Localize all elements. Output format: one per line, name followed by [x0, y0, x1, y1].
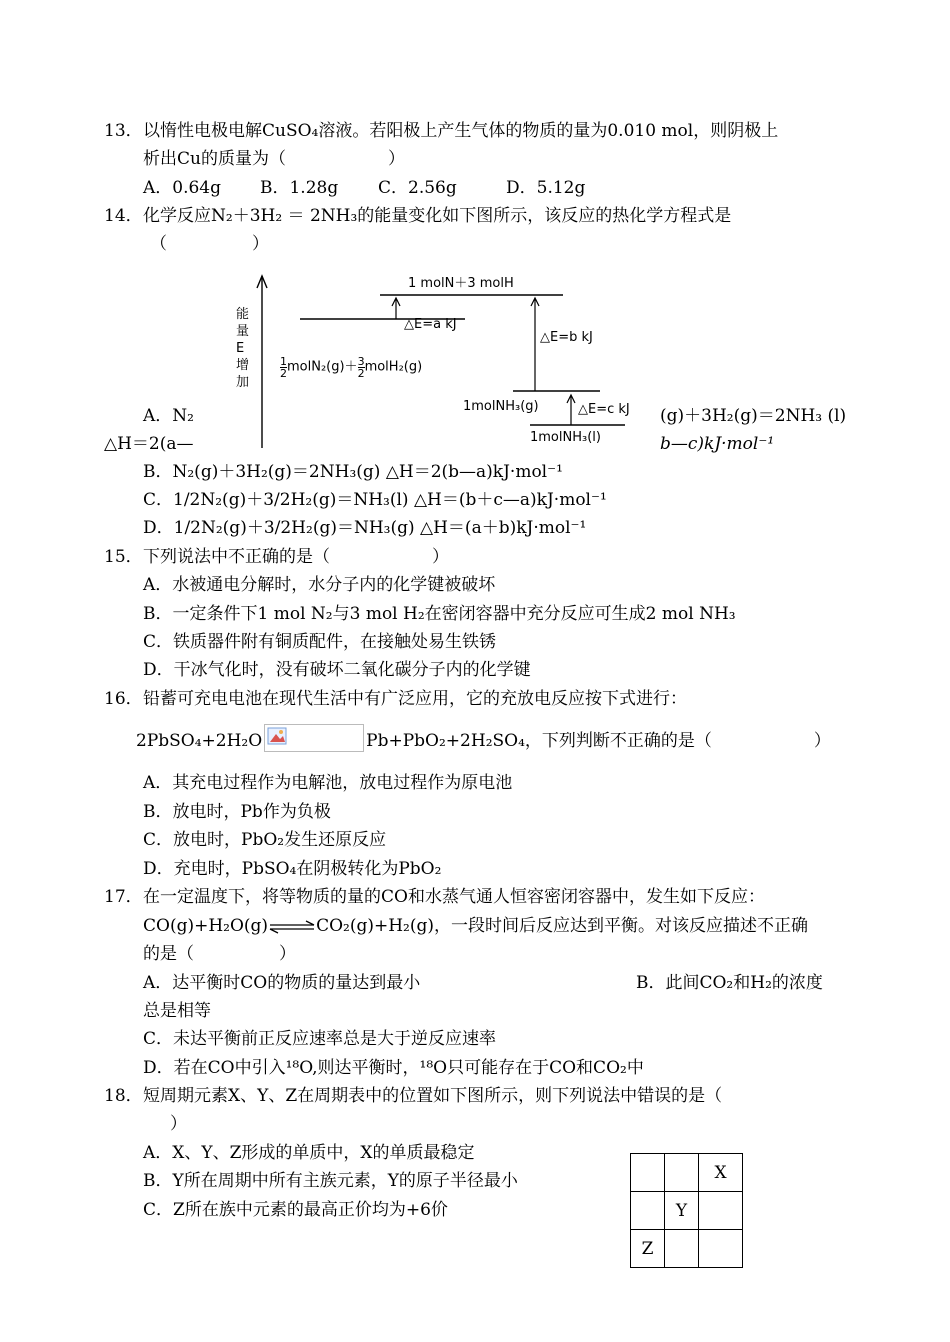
- q16-equation: [136, 724, 831, 752]
- energy-diagram: [230, 268, 650, 452]
- q16-option-b: B．放电时，Pb作为负极: [143, 802, 331, 822]
- q15-option-b: B．一定条件下1 mol N₂与3 mol H₂在密闭容器中充分反应可生成2 mol NH₃: [143, 604, 736, 624]
- q17-stem-line3: 的是（ ）: [143, 944, 296, 964]
- q14-stem-line1: 化学反应N₂＋3H₂ ＝ 2NH₃的能量变化如下图所示，该反应的热化学方程式是: [143, 206, 732, 226]
- table-cell: [665, 1154, 699, 1192]
- broken-image-icon: [264, 724, 364, 752]
- q15-option-d: D．干冰气化时，没有破坏二氧化碳分子内的化学键: [143, 660, 531, 680]
- q17-stem-line2: [143, 915, 808, 937]
- q17-equation-right: CO₂(g)+H₂(g)，一段时间后反应达到平衡。对该反应描述不正确: [316, 916, 808, 936]
- table-cell: [665, 1230, 699, 1268]
- equilibrium-arrows-icon: [268, 920, 316, 934]
- q14-option-b: B．N₂(g)＋3H₂(g)＝2NH₃(g) △H＝2(b—a)kJ·mol⁻¹: [143, 462, 563, 482]
- q17-option-a: A．达平衡时CO的物质的量达到最小: [143, 973, 421, 993]
- q14-option-a-dh-right: b—c)kJ·mol⁻¹: [660, 434, 775, 454]
- q14-option-d: D．1/2N₂(g)＋3/2H₂(g)＝NH₃(g) △H＝(a＋b)kJ·mol⁻¹: [143, 518, 587, 538]
- table-cell: Z: [631, 1230, 665, 1268]
- level-nh3-gas-label: 1molNH₃(g): [463, 399, 539, 414]
- q13-option-b: B．1.28g: [260, 178, 339, 198]
- q15-option-c: C．铁质器件附有铜质配件，在接触处易生铁锈: [143, 632, 497, 652]
- q13-stem-line1: 以惰性电极电解CuSO₄溶液。若阳极上产生气体的物质的量为0.010 mol，则阴极上: [143, 121, 779, 141]
- q18-option-b: B．Y所在周期中所有主族元素，Y的原子半径最小: [143, 1171, 518, 1191]
- q13-option-d: D．5.12g: [506, 178, 586, 198]
- q17-equation-left: CO(g)+H₂O(g): [143, 916, 269, 936]
- table-cell: [631, 1192, 665, 1230]
- q13-option-c: C．2.56g: [378, 178, 457, 198]
- table-cell: X: [699, 1154, 743, 1192]
- table-cell: [699, 1230, 743, 1268]
- q17-option-b-cont: 总是相等: [143, 1001, 211, 1021]
- q18-option-a: A．X、Y、Z形成的单质中，X的单质最稳定: [143, 1143, 475, 1163]
- q17-number: 17．: [104, 887, 143, 907]
- delta-e-b-label: △E=b kJ: [540, 330, 593, 345]
- q16-option-a: A．其充电过程作为电解池，放电过程作为原电池: [143, 773, 513, 793]
- q14-option-a-left: A．N₂: [143, 406, 194, 426]
- delta-e-a-label: △E=a kJ: [404, 317, 457, 332]
- q18-number: 18．: [104, 1086, 143, 1106]
- q16-number: 16．: [104, 689, 143, 709]
- q16-equation-right: Pb+PbO₂+2H₂SO₄，下列判断不正确的是（ ）: [366, 731, 831, 751]
- q13-number: 13．: [104, 121, 143, 141]
- q16-option-c: C．放电时，PbO₂发生还原反应: [143, 830, 387, 850]
- y-axis-label: 能 量 E 增 加: [236, 307, 250, 390]
- q15-stem: 下列说法中不正确的是（ ）: [143, 547, 449, 567]
- q14-number: 14．: [104, 206, 143, 226]
- q15-option-a: A．水被通电分解时，水分子内的化学键被破坏: [143, 575, 496, 595]
- q16-stem: 铅蓄可充电电池在现代生活中有广泛应用，它的充放电反应按下式进行：: [143, 689, 687, 709]
- q18-option-c: C．Z所在族中元素的最高正价均为+6价: [143, 1200, 448, 1220]
- level-top-label: 1 molN＋3 molH: [408, 276, 514, 291]
- q17-stem-line1: 在一定温度下，将等物质的量的CO和水蒸气通人恒容密闭容器中，发生如下反应：: [143, 887, 765, 907]
- q18-stem-line2: ）: [170, 1114, 187, 1134]
- q16-equation-left: 2PbSO₄+2H₂O: [136, 731, 263, 751]
- q17-option-d: D．若在CO中引入¹⁸O,则达平衡时，¹⁸O只可能存在于CO和CO₂中: [143, 1058, 644, 1078]
- q18-stem-line1: 短周期元素X、Y、Z在周期表中的位置如下图所示，则下列说法中错误的是（: [143, 1086, 723, 1106]
- table-row: [631, 1154, 743, 1192]
- q13-stem-line2: 析出Cu的质量为（ ）: [143, 149, 405, 169]
- level-nh3-liquid-label: 1molNH₃(l): [530, 430, 601, 445]
- q14-option-a-right: (g)＋3H₂(g)＝2NH₃ (l): [660, 406, 847, 426]
- q14-stem-line2: （ ）: [150, 234, 269, 254]
- q17-option-b: B．此间CO₂和H₂的浓度: [636, 973, 823, 993]
- level-mid-label: $\frac{1}{2}$ $molN_2(g)+\frac{3}{2}$ molH₂(g): [280, 355, 423, 380]
- table-cell: [699, 1192, 743, 1230]
- q15-number: 15．: [104, 547, 143, 567]
- q13-option-a: A．0.64g: [143, 178, 222, 198]
- periodic-table-fragment: [630, 1153, 743, 1268]
- q16-option-d: D．充电时，PbSO₄在阴极转化为PbO₂: [143, 859, 442, 879]
- table-cell: Y: [665, 1192, 699, 1230]
- q17-option-c: C．未达平衡前正反应速率总是大于逆反应速率: [143, 1029, 497, 1049]
- delta-e-c-label: △E=c kJ: [578, 402, 630, 417]
- table-cell: [631, 1154, 665, 1192]
- table-row: [631, 1192, 743, 1230]
- table-row: [631, 1230, 743, 1268]
- q14-option-c: C．1/2N₂(g)＋3/2H₂(g)＝NH₃(l) △H＝(b＋c—a)kJ·mol⁻¹: [143, 490, 607, 510]
- q14-option-a-dh-left: △H＝2(a—: [104, 434, 194, 454]
